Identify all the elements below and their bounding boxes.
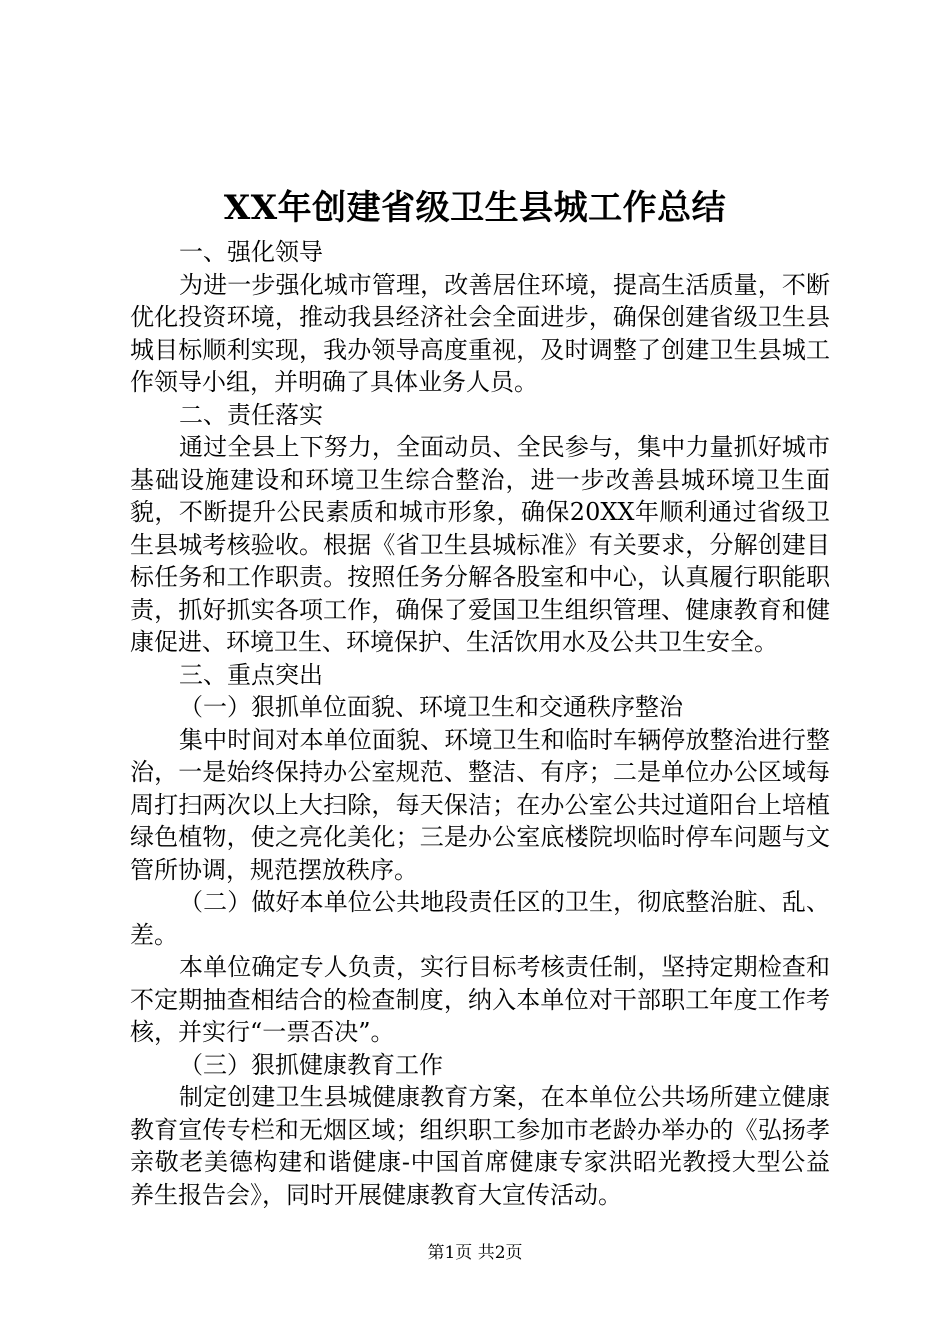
subsection-heading: （二）做好本单位公共地段责任区的卫生，彻底整治脏、乱、差。	[130, 888, 830, 949]
subsection-heading: （一）狠抓单位面貌、环境卫生和交通秩序整治	[179, 693, 683, 721]
body-paragraph: 本单位确定专人负责，实行目标考核责任制，坚持定期检查和不定期抽查相结合的检查制度，纳入本单位对干部职工年度工作考核，并实行“一票否决”。	[130, 953, 830, 1046]
document-body	[130, 236, 830, 1211]
body-paragraph: 制定创建卫生县城健康教育方案，在本单位公共场所建立健康教育宣传专栏和无烟区域；组织职工参加市老龄办举办的《弘扬孝亲敬老美德构建和谐健康-中国首席健康专家洪昭光教授大型公益养生报告会》，同时开展健康教育大宣传活动。	[130, 1083, 830, 1209]
body-paragraph: 通过全县上下努力，全面动员、全民参与，集中力量抓好城市基础设施建设和环境卫生综合整治，进一步改善县城环境卫生面貌，不断提升公民素质和城市形象，确保20XX年顺利通过省级卫生县城考核验收。根据《省卫生县城标准》有关要求，分解创建目标任务和工作职责。按照任务分解各股室和中心，认真履行职能职责，抓好抓实各项工作，确保了爱国卫生组织管理、健康教育和健康促进、环境卫生、环境保护、生活饮用水及公共卫生安全。	[130, 433, 830, 656]
subsection-heading: （三）狠抓健康教育工作	[179, 1050, 443, 1079]
section-heading: 二、责任落实	[179, 400, 323, 429]
section-heading: 一、强化领导	[179, 238, 323, 266]
page-footer: 第1页 共2页	[427, 1243, 523, 1263]
page-title: XX年创建省级卫生县城工作总结	[223, 188, 727, 228]
body-paragraph: 为进一步强化城市管理，改善居住环境，提高生活质量，不断优化投资环境，推动我县经济社会全面进步，确保创建省级卫生县城目标顺利实现，我办领导高度重视，及时调整了创建卫生县城工作领导小组，并明确了具体业务人员。	[130, 270, 830, 396]
section-heading: 三、重点突出	[179, 660, 323, 689]
body-paragraph: 集中时间对本单位面貌、环境卫生和临时车辆停放整治进行整治，一是始终保持办公室规范、整洁、有序；二是单位办公区域每周打扫两次以上大扫除，每天保洁；在办公室公共过道阳台上培植绿色植物，使之亮化美化；三是办公室底楼院坝临时停车问题与文管所协调，规范摆放秩序。	[130, 725, 830, 884]
